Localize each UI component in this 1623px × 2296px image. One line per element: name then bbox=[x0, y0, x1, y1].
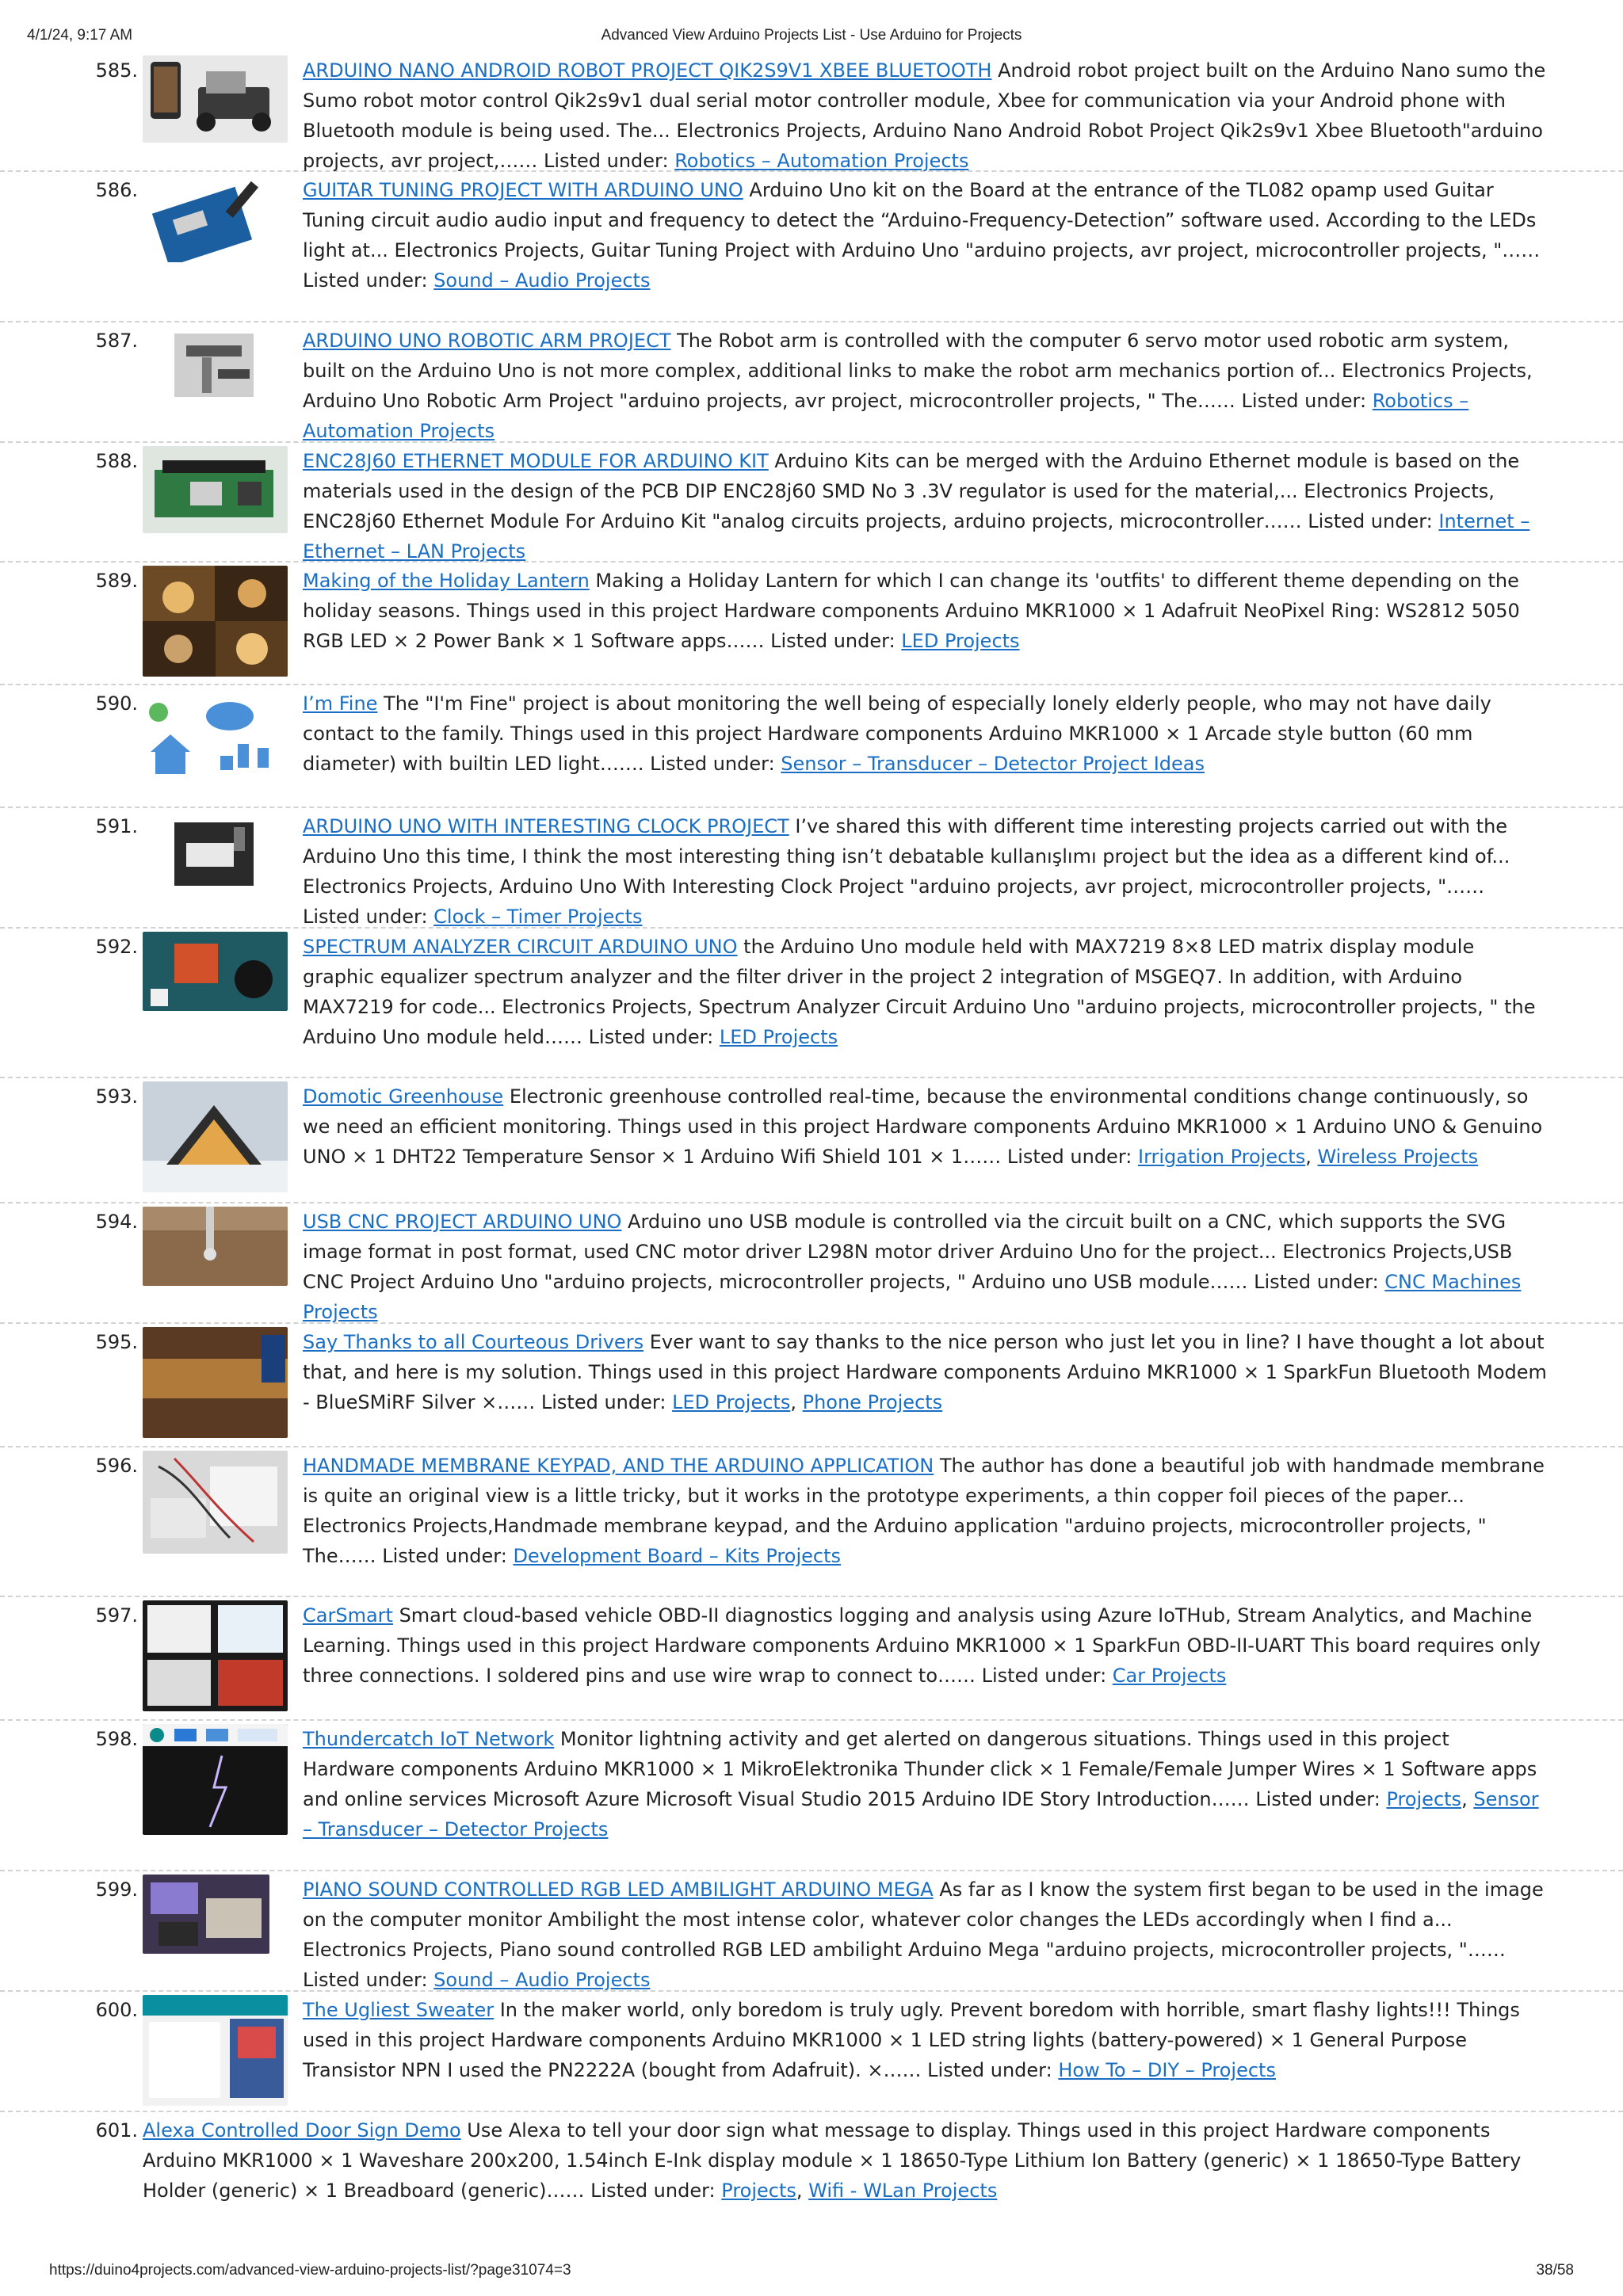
item-text bbox=[303, 1081, 1547, 1172]
item-text bbox=[303, 1207, 1547, 1327]
item-number: 596. bbox=[95, 1455, 138, 1477]
print-datetime: 4/1/24, 9:17 AM bbox=[27, 27, 133, 44]
list-item bbox=[0, 1721, 1623, 1871]
list-item bbox=[0, 1597, 1623, 1721]
item-number: 592. bbox=[95, 936, 138, 958]
project-thumbnail bbox=[143, 932, 288, 1011]
project-description: Electronic greenhouse controlled real-time, because the environmental conditions change continuously, so we need an efficient monitoring. Things used in this project Hardware components Arduino MKR1000 × 1 Arduino UNO & Genuino UNO × 1 DHT22 Temperature Sensor × 1 Arduino Wifi Shield 101 × 1…… Listed under: bbox=[303, 1085, 1543, 1168]
project-description: The Robot arm is controlled with the computer 6 servo motor used robotic arm system, built on the Arduino Uno is not more complex, additional links to make the robot arm mechanics portion of... Electronics Projects, Arduino Uno Robotic Arm Project "arduino projects, avr project, microcontroller projects, " The…… Listed under: bbox=[303, 330, 1533, 412]
print-url: https://duino4projects.com/advanced-view-arduino-projects-list/?page31074=3 bbox=[49, 2262, 571, 2279]
project-title-link[interactable]: Domotic Greenhouse bbox=[303, 1085, 504, 1108]
category-link[interactable]: Irrigation Projects bbox=[1137, 1146, 1306, 1168]
category-link[interactable]: Development Board – Kits Projects bbox=[513, 1545, 841, 1567]
item-number: 598. bbox=[95, 1728, 138, 1750]
project-title-link[interactable]: SPECTRUM ANALYZER CIRCUIT ARDUINO UNO bbox=[303, 936, 738, 958]
category-separator: , bbox=[1305, 1146, 1318, 1168]
project-title-link[interactable]: HANDMADE MEMBRANE KEYPAD, AND THE ARDUINO APPLICATION bbox=[303, 1455, 934, 1477]
list-item bbox=[0, 172, 1623, 322]
item-text bbox=[303, 1724, 1547, 1844]
item-number: 601. bbox=[95, 2119, 138, 2142]
project-description: Making a Holiday Lantern for which I can change its 'outfits' to different theme depending on the holiday seasons. Things used in this project Hardware components Arduino MKR1000 × 1 Adafruit NeoPixel Ring: WS2812 5050 RGB LED × 2 Power Bank × 1 Software apps…… Listed under: bbox=[303, 570, 1520, 652]
item-number: 588. bbox=[95, 450, 138, 472]
list-item bbox=[0, 1203, 1623, 1324]
item-number: 593. bbox=[95, 1085, 138, 1108]
item-text bbox=[303, 811, 1547, 932]
item-number: 599. bbox=[95, 1878, 138, 1901]
project-title-link[interactable]: CarSmart bbox=[303, 1604, 393, 1627]
project-thumbnail bbox=[143, 688, 288, 777]
category-link[interactable]: Sound – Audio Projects bbox=[433, 1969, 651, 1991]
item-text bbox=[303, 932, 1547, 1052]
project-thumbnail bbox=[143, 446, 288, 533]
project-thumbnail bbox=[143, 1451, 288, 1554]
project-thumbnail bbox=[143, 1724, 288, 1835]
project-description: In the maker world, only boredom is truly ugly. Prevent boredom with horrible, smart flashy lights!!! Things used in this project Hardware components Arduino MKR1000 × 1 LED string lights (battery-powered) × 1 General Purpose Transistor NPN I used the PN2222A (bought from Adafruit). ×…… Listed under: bbox=[303, 1999, 1520, 2081]
category-link[interactable]: Internet – Ethernet – LAN Projects bbox=[303, 510, 1530, 563]
category-link[interactable]: LED Projects bbox=[719, 1026, 838, 1048]
category-link[interactable]: Sensor – Transducer – Detector Projects bbox=[303, 1788, 1539, 1840]
project-title-link[interactable]: Alexa Controlled Door Sign Demo bbox=[143, 2119, 461, 2142]
project-thumbnail bbox=[143, 1995, 288, 2106]
list-item bbox=[0, 808, 1623, 929]
project-description: As far as I know the system first began to be used in the image on the computer monitor Ambilight the most intense color, whatever color changes the LEDs accordingly when I find a... Electronics Projects, Piano sound controlled RGB LED ambilight Arduino Mega "arduino projects, microcontroller projects, "…… Listed under: bbox=[303, 1878, 1544, 1991]
project-title-link[interactable]: ARDUINO NANO ANDROID ROBOT PROJECT QIK2S9V1 XBEE BLUETOOTH bbox=[303, 59, 992, 82]
item-text bbox=[303, 1995, 1547, 2085]
project-description: Smart cloud-based vehicle OBD-II diagnostics logging and analysis using Azure IoTHub, Stream Analytics, and Machine Learning. Things used in this project Hardware components Arduino MKR1000 × 1 SparkFun OBD-II-UART This board requires only three connections. I soldered pins and use wire wrap to connect to…… Listed under: bbox=[303, 1604, 1541, 1687]
category-link[interactable]: Wifi - WLan Projects bbox=[808, 2180, 998, 2202]
category-link[interactable]: Robotics – Automation Projects bbox=[674, 150, 969, 172]
item-number: 586. bbox=[95, 179, 138, 201]
project-thumbnail bbox=[143, 566, 288, 677]
project-description: Arduino uno USB module is controlled via the circuit built on a CNC, which supports the SVG image format in post format, used CNC motor driver L298N motor driver Arduino Uno for the project... Electronics Projects,USB CNC Project Arduino Uno "arduino projects, microcontroller projects, " Arduino uno USB module…… Listed under: bbox=[303, 1211, 1513, 1293]
item-text bbox=[303, 55, 1547, 176]
project-title-link[interactable]: ARDUINO UNO ROBOTIC ARM PROJECT bbox=[303, 330, 671, 352]
project-title-link[interactable]: USB CNC PROJECT ARDUINO UNO bbox=[303, 1211, 622, 1233]
item-number: 597. bbox=[95, 1604, 138, 1627]
category-link[interactable]: Sound – Audio Projects bbox=[433, 269, 651, 292]
item-text bbox=[303, 326, 1547, 446]
category-link[interactable]: Sensor – Transducer – Detector Project Ideas bbox=[781, 753, 1205, 775]
item-number: 590. bbox=[95, 692, 138, 715]
project-description: The author has done a beautiful job with handmade membrane is quite an original view is a little tricky, but it works in the prototype experiments, a thin copper foil pieces of the paper... Electronics Projects,Handmade membrane keypad, and the Arduino application "arduino projects, microcontroller projects, " The…… Listed under: bbox=[303, 1455, 1545, 1567]
category-link[interactable]: Car Projects bbox=[1112, 1665, 1227, 1687]
item-number: 585. bbox=[95, 59, 138, 82]
item-text bbox=[303, 446, 1547, 566]
project-title-link[interactable]: The Ugliest Sweater bbox=[303, 1999, 495, 2021]
category-link[interactable]: LED Projects bbox=[672, 1391, 791, 1413]
list-item bbox=[0, 1871, 1623, 1992]
list-item bbox=[0, 685, 1623, 808]
item-text bbox=[303, 1451, 1547, 1571]
project-thumbnail bbox=[143, 326, 288, 413]
category-separator: , bbox=[790, 1391, 803, 1413]
project-title-link[interactable]: Making of the Holiday Lantern bbox=[303, 570, 590, 592]
item-text bbox=[303, 1600, 1547, 1691]
project-description: Android robot project built on the Arduino Nano sumo the Sumo robot motor control Qik2s9v1 dual serial motor controller module, Xbee for communication via your Android phone with Bluetooth module is being used. The... Electronics Projects, Arduino Nano Android Robot Project Qik2s9v1 Xbee Bluetooth"arduino projects, avr project,…… Listed under: bbox=[303, 59, 1546, 172]
project-thumbnail bbox=[143, 1207, 288, 1286]
project-description: Monitor lightning activity and get alerted on dangerous situations. Things used in this project Hardware components Arduino MKR1000 × 1 MikroElektronika Thunder click × 1 Female/Female Jumper Wires × 1 Software apps and online services Microsoft Azure Microsoft Visual Studio 2015 Arduino IDE Story Introduction…… Listed under: bbox=[303, 1728, 1537, 1810]
print-footer bbox=[0, 2262, 1623, 2286]
list-item bbox=[0, 322, 1623, 443]
project-title-link[interactable]: ENC28J60 ETHERNET MODULE FOR ARDUINO KIT bbox=[303, 450, 769, 472]
category-link[interactable]: CNC Machines Projects bbox=[303, 1271, 1522, 1323]
list-item bbox=[0, 1992, 1623, 2112]
item-text bbox=[303, 688, 1547, 779]
project-description: Use Alexa to tell your door sign what message to display. Things used in this project Hardware components Arduino MKR1000 × 1 Waveshare 200x200, 1.54inch E-Ink display module × 1 18650-Type Lithium Ion Battery (generic) × 1 18650-Type Battery Holder (generic) × 1 Breadboard (generic)…… Listed under: bbox=[143, 2119, 1522, 2202]
category-link[interactable]: Projects bbox=[1386, 1788, 1462, 1810]
item-number: 595. bbox=[95, 1331, 138, 1353]
project-thumbnail bbox=[143, 175, 288, 262]
list-item bbox=[0, 443, 1623, 563]
project-description: The "I'm Fine" project is about monitoring the well being of especially lonely elderly people, who may not have daily contact to the family. Things used in this project Hardware components Arduino MKR1000 × 1 Arcade style button (60 mm diameter) with builtin LED light……. Listed under: bbox=[303, 692, 1491, 775]
list-item bbox=[0, 929, 1623, 1078]
list-item bbox=[0, 52, 1623, 172]
item-text bbox=[143, 2115, 1547, 2206]
item-text bbox=[303, 1875, 1547, 1995]
category-link[interactable]: Projects bbox=[721, 2180, 796, 2202]
list-item bbox=[0, 1078, 1623, 1203]
category-link[interactable]: Phone Projects bbox=[802, 1391, 943, 1413]
project-title-link[interactable]: PIANO SOUND CONTROLLED RGB LED AMBILIGHT ARDUINO MEGA bbox=[303, 1878, 934, 1901]
project-title-link[interactable]: ARDUINO UNO WITH INTERESTING CLOCK PROJECT bbox=[303, 815, 789, 837]
item-number: 591. bbox=[95, 815, 138, 837]
project-description: Arduino Kits can be merged with the Arduino Ethernet module is based on the materials used in the design of the PCB DIP ENC28j60 SMD No 3 .3V regulator is used for the material,... Electronics Projects, ENC28j60 Ethernet Module For Arduino Kit "analog circuits projects, arduino projects, microcontroller…… Listed under: bbox=[303, 450, 1520, 532]
project-description: I’ve shared this with different time interesting projects carried out with the Arduino Uno this time, I think the most interesting thing isn’t debatable kullanışlımı project but the idea as a different kind of... Electronics Projects, Arduino Uno With Interesting Clock Project "arduino projects, avr project, microcontroller projects, "…… Listed under: bbox=[303, 815, 1510, 928]
project-list bbox=[0, 52, 1623, 2215]
category-link[interactable]: Clock – Timer Projects bbox=[433, 906, 643, 928]
item-text bbox=[303, 1327, 1547, 1417]
category-link[interactable]: Wireless Projects bbox=[1317, 1146, 1479, 1168]
print-page-title: Advanced View Arduino Projects List - Use Arduino for Projects bbox=[601, 27, 1022, 44]
list-item bbox=[0, 1324, 1623, 1447]
project-thumbnail bbox=[143, 1600, 288, 1711]
project-thumbnail bbox=[143, 1327, 288, 1438]
project-description: the Arduino Uno module held with MAX7219 8×8 LED matrix display module graphic equalizer spectrum analyzer and the filter driver in the project 2 integration of MSGEQ7. In addition, with Arduino MAX7219 for code... Electronics Projects, Spectrum Analyzer Circuit Arduino Uno "arduino projects, microcontroller projects, " the Arduino Uno module held…… Listed under: bbox=[303, 936, 1536, 1048]
project-title-link[interactable]: I’m Fine bbox=[303, 692, 378, 715]
project-title-link[interactable]: Say Thanks to all Courteous Drivers bbox=[303, 1331, 644, 1353]
category-link[interactable]: LED Projects bbox=[901, 630, 1020, 652]
category-separator: , bbox=[1461, 1788, 1474, 1810]
item-text bbox=[303, 175, 1547, 296]
item-number: 587. bbox=[95, 330, 138, 352]
list-item bbox=[0, 1447, 1623, 1597]
page-counter: 38/58 bbox=[1536, 2262, 1574, 2279]
category-link[interactable]: How To – DIY – Projects bbox=[1058, 2059, 1276, 2081]
project-description: Ever want to say thanks to the nice person who just let you in line? I have thought a lot about that, and here is my solution. Things used in this project Hardware components Arduino MKR1000 × 1 SparkFun Bluetooth Modem - BlueSMiRF Silver ×…… Listed under: bbox=[303, 1331, 1547, 1413]
project-thumbnail bbox=[143, 1081, 288, 1192]
item-number: 600. bbox=[95, 1999, 138, 2021]
project-title-link[interactable]: Thundercatch IoT Network bbox=[303, 1728, 555, 1750]
item-text bbox=[303, 566, 1547, 656]
list-item bbox=[0, 2112, 1623, 2215]
print-header bbox=[0, 0, 1623, 44]
project-thumbnail bbox=[143, 1875, 269, 1954]
project-description: Arduino Uno kit on the Board at the entrance of the TL082 opamp used Guitar Tuning circuit audio audio input and frequency to detect the “Arduino-Frequency-Detection” software used. According to the LEDs light at... Electronics Projects, Guitar Tuning Project with Arduino Uno "arduino projects, avr project, microcontroller projects, "…… Listed under: bbox=[303, 179, 1541, 292]
list-item bbox=[0, 563, 1623, 685]
item-number: 594. bbox=[95, 1211, 138, 1233]
category-separator: , bbox=[796, 2180, 809, 2202]
project-thumbnail bbox=[143, 811, 288, 898]
category-link[interactable]: Robotics – Automation Projects bbox=[303, 390, 1469, 442]
item-number: 589. bbox=[95, 570, 138, 592]
project-thumbnail bbox=[143, 55, 288, 143]
project-title-link[interactable]: GUITAR TUNING PROJECT WITH ARDUINO UNO bbox=[303, 179, 743, 201]
